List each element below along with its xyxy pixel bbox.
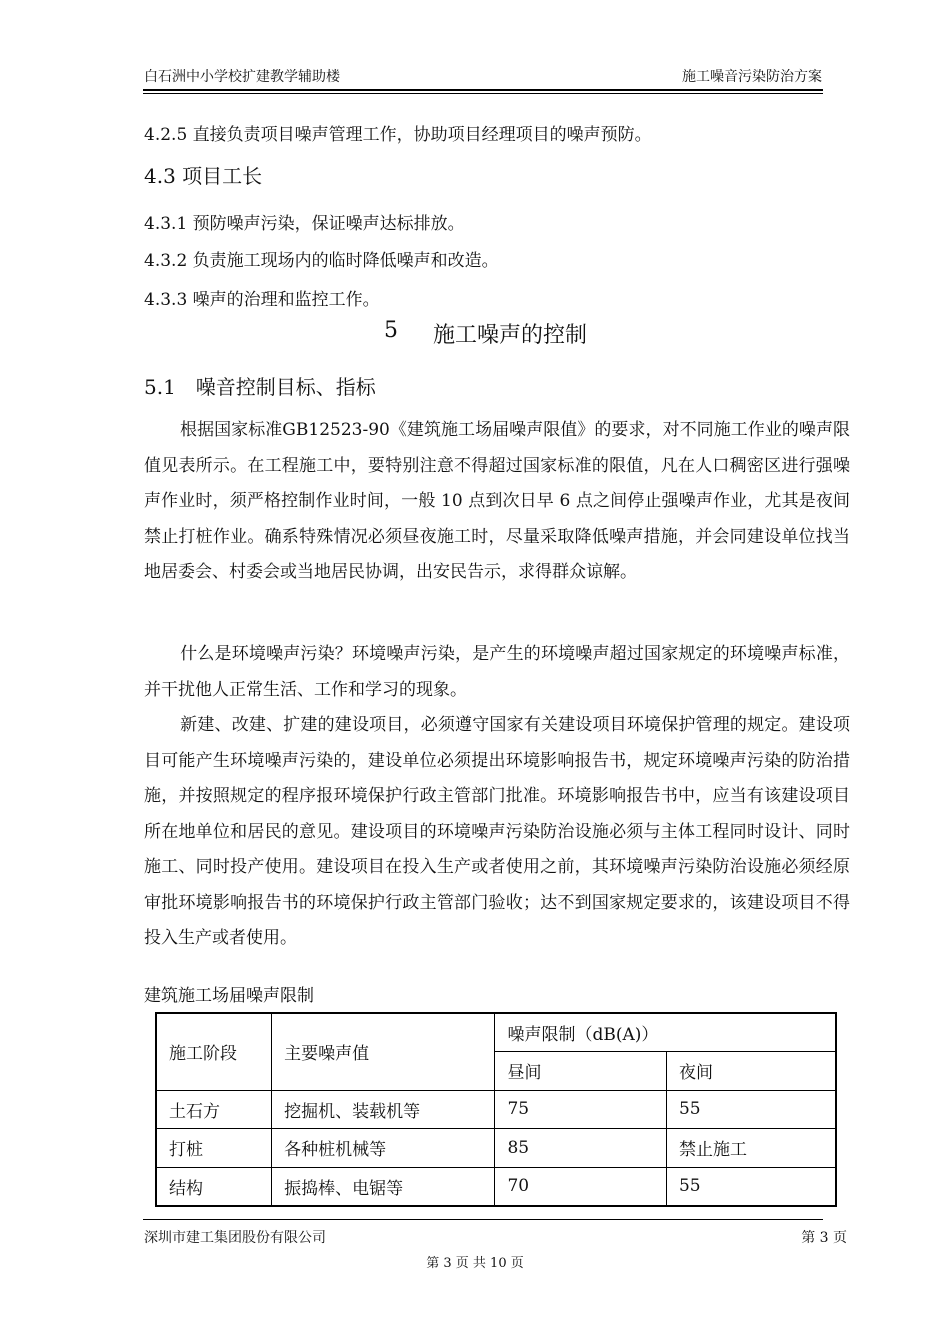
item-4-3-3: 4.3.3 噪声的治理和监控工作。 (144, 290, 380, 310)
noise-limit-table (155, 1012, 837, 1207)
header-stage: 施工阶段 (156, 1013, 272, 1090)
paragraph-standard-text: 根据国家标准GB12523-90《建筑施工场届噪声限值》的要求，对不同施工作业的噪声限值见表所示。在工程施工中，要特别注意不得超过国家标准的限值，凡在人口稠密区进行强噪声作业时，须严格控制作业时间，一般 10 点到次日早 6 点之间停止强噪声作业，尤其是夜间禁止打桩作业。确系特殊情况必须昼夜施工时，尽量采取降低噪声措施，并会同建设单位找当地居委会、村委会或当地居民协调，出安民告示，求得群众谅解。 (144, 420, 850, 582)
header-night: 夜间 (666, 1052, 836, 1091)
heading-5-1: 5.1 噪音控制目标、指标 (144, 375, 376, 399)
cell-source: 挖掘机、装载机等 (272, 1090, 495, 1129)
paragraph-definition (144, 637, 850, 708)
chapter-title: 施工噪声的控制 (433, 323, 588, 348)
footer-page-number: 第 3 页 (801, 1230, 847, 1246)
header-source: 主要噪声值 (272, 1013, 495, 1090)
header-limit: 噪声限制（dB(A)） (495, 1013, 836, 1052)
table-row (156, 1090, 836, 1129)
paragraph-regulation (144, 708, 850, 957)
cell-day: 75 (495, 1090, 667, 1129)
header-day: 昼间 (495, 1052, 667, 1091)
header-doc-title: 施工噪音污染防治方案 (682, 69, 822, 85)
cell-night: 55 (666, 1090, 836, 1129)
paragraph-regulation-text: 新建、改建、扩建的建设项目，必须遵守国家有关建设项目环境保护管理的规定。建设项目可能产生环境噪声污染的，建设单位必须提出环境影响报告书，规定环境噪声污染的防治措施，并按照规定的程序报环境保护行政主管部门批准。环境影响报告书中，应当有该建设项目所在地单位和居民的意见。建设项目的环境噪声污染防治设施必须与主体工程同时设计、同时施工、同时投产使用。建设项目在投入生产或者使用之前，其环境噪声污染防治设施必须经原审批环境影响报告书的环境保护行政主管部门验收；达不到国家规定要求的，该建设项目不得投入生产或者使用。 (144, 715, 850, 948)
table-row (156, 1167, 836, 1206)
paragraph-standard (144, 413, 850, 591)
cell-day: 85 (495, 1129, 667, 1168)
header-rule-thick (143, 89, 823, 91)
footer-page-count: 第 3 页 共 10 页 (426, 1256, 524, 1271)
cell-night: 55 (666, 1167, 836, 1206)
cell-night: 禁止施工 (666, 1129, 836, 1168)
item-4-3-2: 4.3.2 负责施工现场内的临时降低噪声和改造。 (144, 251, 499, 271)
table-row (156, 1129, 836, 1168)
table-caption: 建筑施工场届噪声限制 (144, 986, 314, 1006)
cell-stage: 结构 (156, 1167, 272, 1206)
footer-company: 深圳市建工集团股份有限公司 (144, 1230, 326, 1246)
header-project-name: 白石洲中小学校扩建教学辅助楼 (144, 69, 340, 85)
cell-day: 70 (495, 1167, 667, 1206)
header-rule-thin (143, 93, 823, 94)
cell-stage: 土石方 (156, 1090, 272, 1129)
item-4-2-5: 4.2.5 直接负责项目噪声管理工作，协助项目经理项目的噪声预防。 (144, 125, 652, 145)
cell-stage: 打桩 (156, 1129, 272, 1168)
cell-source: 振捣棒、电锯等 (272, 1167, 495, 1206)
item-4-3-1: 4.3.1 预防噪声污染，保证噪声达标排放。 (144, 214, 465, 234)
heading-4-3: 4.3 项目工长 (144, 164, 263, 188)
cell-source: 各种桩机械等 (272, 1129, 495, 1168)
paragraph-definition-text: 什么是环境噪声污染？环境噪声污染，是产生的环境噪声超过国家规定的环境噪声标准，并干扰他人正常生活、工作和学习的现象。 (144, 644, 850, 700)
chapter-number: 5 (384, 318, 398, 343)
footer-rule (143, 1219, 823, 1220)
